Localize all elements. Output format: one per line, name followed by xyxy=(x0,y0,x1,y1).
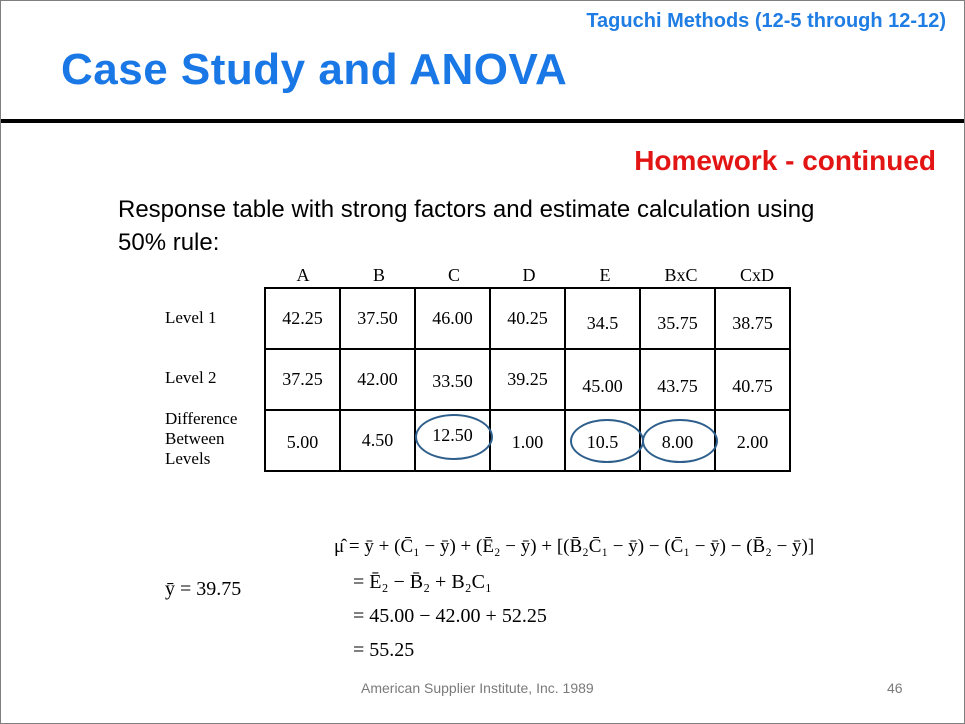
cell-level2-d: 39.25 xyxy=(490,349,565,410)
cell-level1-b: 37.50 xyxy=(340,288,415,349)
cell-diff-bxc: 8.00 xyxy=(640,410,715,471)
table-row xyxy=(265,288,790,349)
homework-label: Homework - continued xyxy=(634,145,936,176)
cell-level2-a: 37.25 xyxy=(265,349,340,410)
cell-level1-cxd: 38.75 xyxy=(715,288,790,349)
cell-diff-d: 1.00 xyxy=(490,410,565,471)
col-header-a: A xyxy=(296,265,310,285)
formula-line-2: = Ē₂ − B̄₂ + B₂C₁ xyxy=(353,571,492,593)
cell-level1-c: 46.00 xyxy=(415,288,490,349)
col-header-d: D xyxy=(522,265,536,285)
cell-level2-e: 45.00 xyxy=(565,349,640,410)
col-header-e: E xyxy=(599,265,611,285)
row-label-difference: Difference Between Levels xyxy=(165,409,238,468)
cell-diff-cxd: 2.00 xyxy=(715,410,790,471)
title-divider xyxy=(1,119,964,123)
table-row xyxy=(265,349,790,410)
circle-highlight-bxc xyxy=(642,419,718,463)
cell-diff-b: 4.50 xyxy=(340,410,415,471)
cell-level2-bxc: 43.75 xyxy=(640,349,715,410)
cell-diff-e: 10.5 xyxy=(565,410,640,471)
cell-level2-cxd: 40.75 xyxy=(715,349,790,410)
col-header-cxd: CxD xyxy=(739,265,774,285)
row-label-level2: Level 2 xyxy=(165,368,217,387)
page-number: 46 xyxy=(887,680,903,696)
formula-line-4: = 55.25 xyxy=(353,639,415,661)
circle-highlight-e xyxy=(570,419,644,463)
cell-level1-bxc: 35.75 xyxy=(640,288,715,349)
cell-level2-c: 33.50 xyxy=(415,349,490,410)
ybar-value: ȳ = 39.75 xyxy=(165,578,242,600)
cell-level2-b: 42.00 xyxy=(340,349,415,410)
intro-text: Response table with strong factors and estimate calculation using 50% rule: xyxy=(118,196,815,256)
circle-highlight-c xyxy=(415,414,493,460)
col-header-bxc: BxC xyxy=(664,265,698,285)
slide-title: Case Study and ANOVA xyxy=(61,45,568,94)
cell-diff-c: 12.50 xyxy=(415,410,490,471)
cell-level1-d: 40.25 xyxy=(490,288,565,349)
cell-level1-e: 34.5 xyxy=(565,288,640,349)
formula-line-1: μ̂ = ȳ + (C̄₁ − ȳ) + (Ē₂ − ȳ) + [(B̄₂C̄₁ − ȳ) − (C̄₁ − ȳ) − (B̄₂ − ȳ)] xyxy=(334,536,815,557)
col-header-c: C xyxy=(447,265,460,285)
col-header-b: B xyxy=(372,265,385,285)
cell-diff-a: 5.00 xyxy=(265,410,340,471)
cell-level1-a: 42.25 xyxy=(265,288,340,349)
slide-subtitle: Taguchi Methods (12-5 through 12-12) xyxy=(586,10,946,32)
row-label-level1: Level 1 xyxy=(165,308,217,327)
formula-line-3: = 45.00 − 42.00 + 52.25 xyxy=(353,605,547,627)
footer-text: American Supplier Institute, Inc. 1989 xyxy=(361,680,594,696)
